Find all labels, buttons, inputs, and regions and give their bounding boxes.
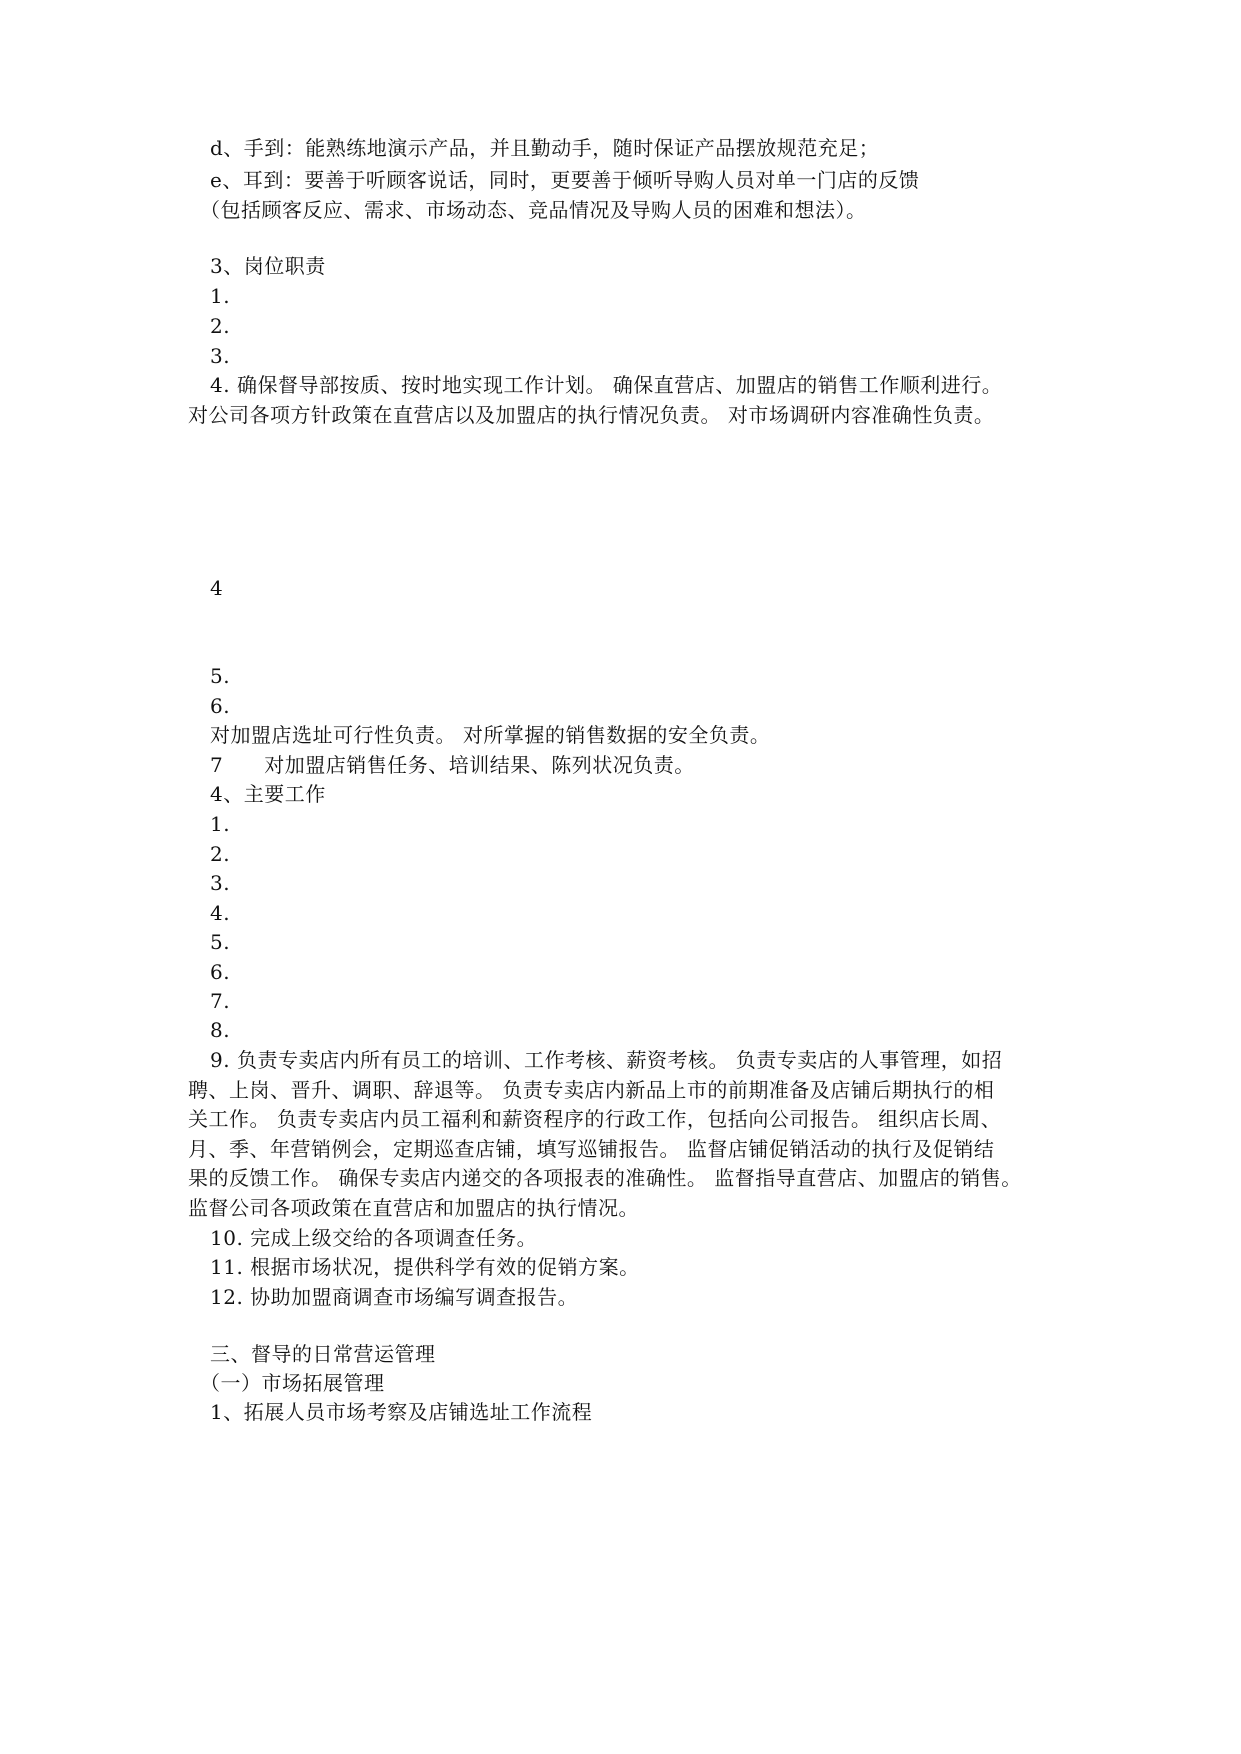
list-number: 4 [210, 576, 224, 600]
text-line: 11. 根据市场状况，提供科学有效的促销方案。 [210, 1255, 640, 1279]
list-number: 3. [210, 344, 231, 368]
list-number: 3. [210, 871, 231, 895]
text-line: 12. 协助加盟商调查市场编写调查报告。 [210, 1285, 579, 1309]
text-line: 4. 确保督导部按质、按时地实现工作计划。 确保直营店、加盟店的销售工作顺利进行。 [210, 373, 1003, 397]
list-number: 2. [210, 314, 231, 338]
list-number: 6. [210, 960, 231, 984]
list-number: 8. [210, 1018, 231, 1042]
text-line: 10. 完成上级交给的各项调查任务。 [210, 1226, 538, 1250]
list-number: 2. [210, 842, 231, 866]
text-line: 月、季、年营销例会，定期巡查店铺，填写巡铺报告。 监督店铺促销活动的执行及促销结 [188, 1137, 995, 1161]
text-line: 对加盟店选址可行性负责。 对所掌握的销售数据的安全负责。 [210, 723, 771, 747]
chapter-heading: 三、督导的日常营运管理 [210, 1342, 436, 1366]
list-number: 6. [210, 694, 231, 718]
section-heading: 3、岗位职责 [210, 254, 326, 278]
text-line: d、手到：能熟练地演示产品，并且勤动手，随时保证产品摆放规范充足； [210, 136, 880, 160]
text-line: 对公司各项方针政策在直营店以及加盟店的执行情况负责。 对市场调研内容准确性负责。 [188, 403, 995, 427]
list-number: 4. [210, 901, 231, 925]
text-line: 关工作。 负责专卖店内员工福利和薪资程序的行政工作，包括向公司报告。 组织店长周、 [188, 1107, 1002, 1131]
text-line: 监督公司各项政策在直营店和加盟店的执行情况。 [188, 1196, 639, 1220]
text-line: （包括顾客反应、需求、市场动态、竞品情况及导购人员的困难和想法）。 [200, 198, 867, 222]
section-heading: （一）市场拓展管理 [200, 1371, 385, 1395]
text-line: e、耳到：要善于听顾客说话，同时，更要善于倾听导购人员对单一门店的反馈 [210, 168, 920, 192]
section-heading: 4、主要工作 [210, 782, 326, 806]
list-number: 5. [210, 930, 231, 954]
list-number: 1. [210, 284, 231, 308]
text-line: 果的反馈工作。 确保专卖店内递交的各项报表的准确性。 监督指导直营店、加盟店的销售。 [188, 1166, 1022, 1190]
text-line: 聘、上岗、晋升、调职、辞退等。 负责专卖店内新品上市的前期准备及店铺后期执行的相 [188, 1078, 995, 1102]
list-number: 1. [210, 812, 231, 836]
text-line: 9. 负责专卖店内所有员工的培训、工作考核、薪资考核。 负责专卖店的人事管理，如招 [210, 1048, 1003, 1072]
section-heading: 1、拓展人员市场考察及店铺选址工作流程 [210, 1400, 593, 1424]
text-line: 7 对加盟店销售任务、培训结果、陈列状况负责。 [210, 753, 695, 777]
list-number: 7. [210, 989, 231, 1013]
list-number: 5. [210, 664, 231, 688]
